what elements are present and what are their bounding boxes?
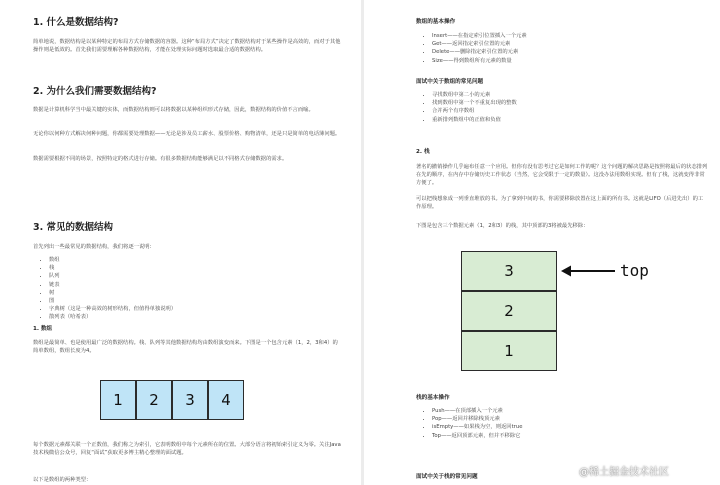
stack-paragraph-1: 著名的撤销操作几乎遍布任意一个应用。但你有没有思考过它是如何工作的呢？这个问题的解决思路是按照将最后的状态排列在先的顺序，在内存中存储历史工作状态（当然，它会受限于一定的数量）。这没办法用数组实现。但有了栈，这就变得非常方便了。: [416, 164, 708, 186]
stack-section-title: 2. 栈: [416, 149, 430, 155]
section-2-paragraph-2: 无论你以何种方式解决何种问题，你都需要处理数据——无论是涉及员工薪水、股票价格、购物清单，还是只是简单的电话簿问题。: [33, 131, 341, 137]
section-3-intro: 首先列出一些最常见的数据结构，我们将逐一说明：: [33, 244, 155, 250]
list-item: • 合并两个有序数组: [432, 107, 720, 115]
list-item: • Delete——删除指定索引位置的元素: [432, 48, 720, 56]
list-item: • Insert——在指定索引位置插入一个元素: [432, 32, 720, 40]
section-2-paragraph-1: 数据是计算机科学当中最关键的实体，而数据结构则可以将数据以某种组织形式存储，因此，数据结构的价值不言而喻。: [33, 107, 314, 113]
right-page: [364, 0, 720, 485]
stack-paragraph-2: 可以把栈想象成一列垂直堆放的书。为了拿到中间的书，你需要移除放置在这上面的所有书。这就是LIFO（后进先出）的工作原理。: [416, 196, 704, 210]
list-item: • 找到数组中第一个不重复出现的整数: [432, 99, 720, 107]
data-structure-list: [33, 256, 349, 322]
array-cell: 3: [172, 380, 208, 420]
array-paragraph-2: 每个数据元素都关联一个正数值，我们称之为索引，它表明数组中每个元素所在的位置。大部分语言将初始索引定义为零。关注Java技术栈微信公众号，回复“面试”获取更多博主精心整理的面试题。: [33, 442, 341, 456]
stack-cell: 2: [461, 291, 557, 331]
stack-top-label: top: [620, 261, 649, 280]
list-item: • Get——返回指定索引位置的元素: [432, 40, 720, 48]
arrow-left-icon: [561, 264, 617, 278]
array-paragraph-3: 以下是数组的两种类型：: [33, 477, 92, 483]
array-questions-title: 面试中关于数组的常见问题: [416, 79, 484, 85]
stack-ops-list: [416, 407, 720, 440]
list-item: • 散列表（哈希表）: [49, 313, 349, 321]
list-item: • 字典树（这是一种高效的树形结构，但值得单独说明）: [49, 305, 349, 313]
array-ops-list: [416, 32, 720, 65]
stack-questions-title: 面试中关于栈的常见问题: [416, 474, 478, 480]
section-1-title: 1. 什么是数据结构?: [33, 17, 119, 28]
list-item: • Top——返回顶部元素，但并不移除它: [432, 432, 720, 440]
stack-paragraph-3: 下图是包含三个数据元素（1，2和3）的栈，其中顶部的3将被最先移除：: [416, 223, 589, 229]
array-questions-list: [416, 91, 720, 124]
stack-cell: 1: [461, 331, 557, 371]
stack-diagram: [461, 251, 557, 371]
list-item: • Push——在顶部插入一个元素: [432, 407, 720, 415]
section-2-title: 2. 为什么我们需要数据结构?: [33, 86, 157, 97]
section-3-title: 3. 常见的数据结构: [33, 222, 114, 233]
list-item: • Pop——返回并移除栈顶元素: [432, 415, 720, 423]
list-item: • 重新排列数组中的正值和负值: [432, 116, 720, 124]
section-2-paragraph-3: 数据需要根据不同的场景，按照特定的格式进行存储。有很多数据结构能够满足以不同格式存储数据的需求。: [33, 156, 288, 162]
list-item: • 数组: [49, 256, 349, 264]
watermark: @稀土掘金技术社区: [579, 467, 669, 478]
array-section-title: 1. 数组: [33, 326, 53, 332]
stack-ops-title: 栈的基本操作: [416, 395, 450, 401]
list-item: • 图: [49, 297, 349, 305]
list-item: • 寻找数组中第二小的元素: [432, 91, 720, 99]
array-cell: 4: [208, 380, 244, 420]
list-item: • 栈: [49, 264, 349, 272]
list-item: • isEmpty——如果栈为空，则返回true: [432, 423, 720, 431]
list-item: • Size——得到数组所有元素的数量: [432, 57, 720, 65]
array-diagram: [100, 380, 244, 420]
stack-cell: 3: [461, 251, 557, 291]
array-cell: 1: [100, 380, 136, 420]
array-cell: 2: [136, 380, 172, 420]
list-item: • 树: [49, 289, 349, 297]
array-paragraph-1: 数组是最简单、也是使用最广泛的数据结构。栈、队列等其他数据结构均由数组演变而来。下图是一个包含元素（1，2，3和4）的简单数组，数组长度为4。: [33, 340, 338, 354]
list-item: • 链表: [49, 281, 349, 289]
section-1-paragraph: 简单地说，数据结构是以某种特定的布局方式存储数据的容器。这种“布局方式”决定了数据结构对于某些操作是高效的，而对于其他操作则是低效的。首先我们需要理解各种数据结构，才能在处理实际问题时选取最合适的数据结构。: [33, 39, 341, 53]
array-ops-title: 数组的基本操作: [416, 19, 456, 25]
list-item: • 队列: [49, 272, 349, 280]
